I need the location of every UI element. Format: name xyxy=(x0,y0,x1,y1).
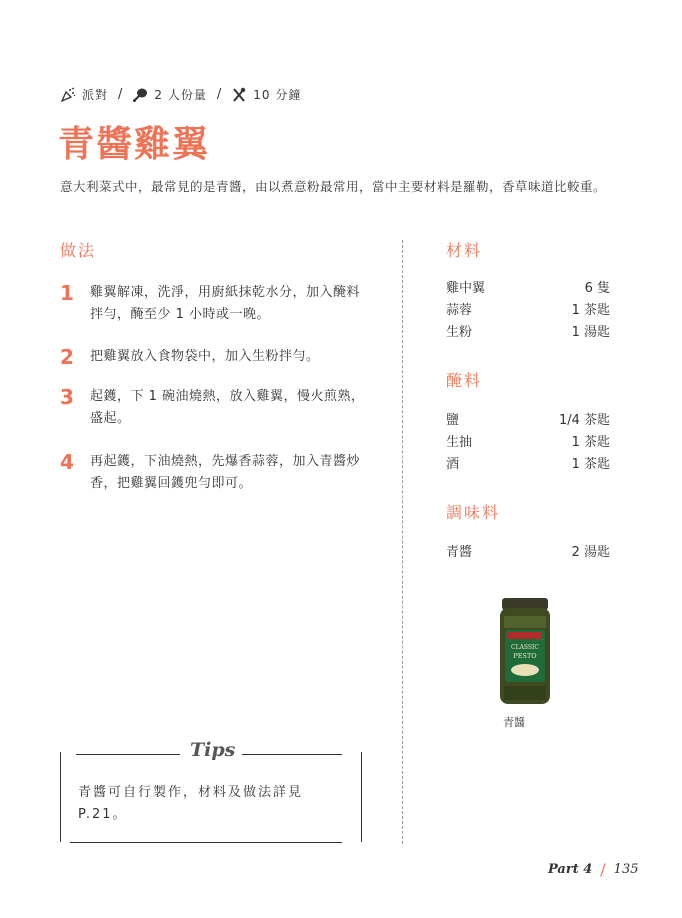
tips-text: 青醬可自行製作，材料及做法詳見 P.21。 xyxy=(78,785,304,822)
step-number: 1 xyxy=(60,281,74,305)
step-number: 4 xyxy=(60,450,74,474)
ingredient-qty: 1/4 茶匙 xyxy=(558,413,610,428)
jar-caption: 青醬 xyxy=(503,716,525,729)
time-text: 10 分鐘 xyxy=(253,88,302,102)
ingredient-row xyxy=(446,299,610,318)
method-step xyxy=(60,386,370,430)
jar-label-line2: PESTO xyxy=(513,652,537,660)
step-number: 3 xyxy=(60,385,74,409)
ingredient-name: 鹽 xyxy=(446,413,460,428)
page-number: 135 xyxy=(613,862,639,877)
step-text: 把雞翼放入食物袋中，加入生粉拌勻。 xyxy=(90,349,320,364)
ingredient-qty: 1 茶匙 xyxy=(571,303,610,318)
tips-label: Tips xyxy=(190,739,236,761)
ingredient-qty: 1 茶匙 xyxy=(571,457,610,472)
meta-separator: / xyxy=(118,87,123,102)
ingredient-row xyxy=(446,321,610,340)
marinade-row xyxy=(446,409,610,428)
occasion-text: 派對 xyxy=(82,88,109,102)
tips-rule-bottom xyxy=(70,842,342,843)
step-number: 2 xyxy=(60,345,74,369)
jar-label-line1: CLASSIC xyxy=(511,644,539,651)
ingredient-name: 雞中翼 xyxy=(446,281,486,296)
method-step xyxy=(60,451,370,495)
servings-text: 2 人份量 xyxy=(154,88,207,102)
seasoning-row xyxy=(446,541,610,560)
tips-rule-left xyxy=(76,754,180,755)
tips-rule-right xyxy=(242,754,342,755)
ingredient-name: 青醬 xyxy=(446,545,473,560)
ingredients-heading: 材料 xyxy=(446,241,483,260)
footer-slash-icon: / xyxy=(600,860,606,879)
recipe-intro: 意大利菜式中，最常見的是青醬，由以煮意粉最常用，當中主要材料是羅勒，香草味道比較重。 xyxy=(60,179,607,194)
page-footer xyxy=(548,860,639,879)
recipe-title: 青醬雞翼 xyxy=(58,123,211,165)
utensils-icon xyxy=(231,87,247,103)
method-step xyxy=(60,282,370,326)
ingredient-qty: 2 湯匙 xyxy=(571,545,610,560)
part-label: Part 4 xyxy=(548,862,593,877)
column-divider xyxy=(402,240,403,844)
ingredient-name: 生粉 xyxy=(446,325,473,340)
seasoning-heading: 調味料 xyxy=(446,503,501,522)
marinade-heading: 醃料 xyxy=(446,371,483,390)
marinade-row xyxy=(446,431,610,450)
step-text: 雞翼解凍，洗淨，用廚紙抹乾水分，加入醃料拌勻，醃至少 1 小時或一晚。 xyxy=(90,285,361,322)
meta-separator: / xyxy=(216,87,222,102)
step-text: 起鑊，下 1 碗油燒熱，放入雞翼，慢火煎熟，盛起。 xyxy=(90,389,365,426)
ingredient-name: 生抽 xyxy=(446,435,473,450)
method-step xyxy=(60,346,370,368)
ingredient-qty: 6 隻 xyxy=(584,281,610,296)
recipe-meta xyxy=(60,86,301,103)
ingredient-name: 酒 xyxy=(446,457,460,472)
ingredient-qty: 1 湯匙 xyxy=(571,325,610,340)
party-popper-icon xyxy=(60,87,76,103)
method-heading: 做法 xyxy=(60,241,97,260)
drumstick-icon xyxy=(132,87,148,103)
marinade-row xyxy=(446,453,610,472)
ingredient-qty: 1 茶匙 xyxy=(571,435,610,450)
pesto-jar-image xyxy=(498,598,552,708)
ingredient-row xyxy=(446,277,610,296)
step-text: 再起鑊，下油燒熱，先爆香蒜蓉，加入青醬炒香，把雞翼回鑊兜勻即可。 xyxy=(90,454,361,491)
ingredient-name: 蒜蓉 xyxy=(446,303,473,318)
